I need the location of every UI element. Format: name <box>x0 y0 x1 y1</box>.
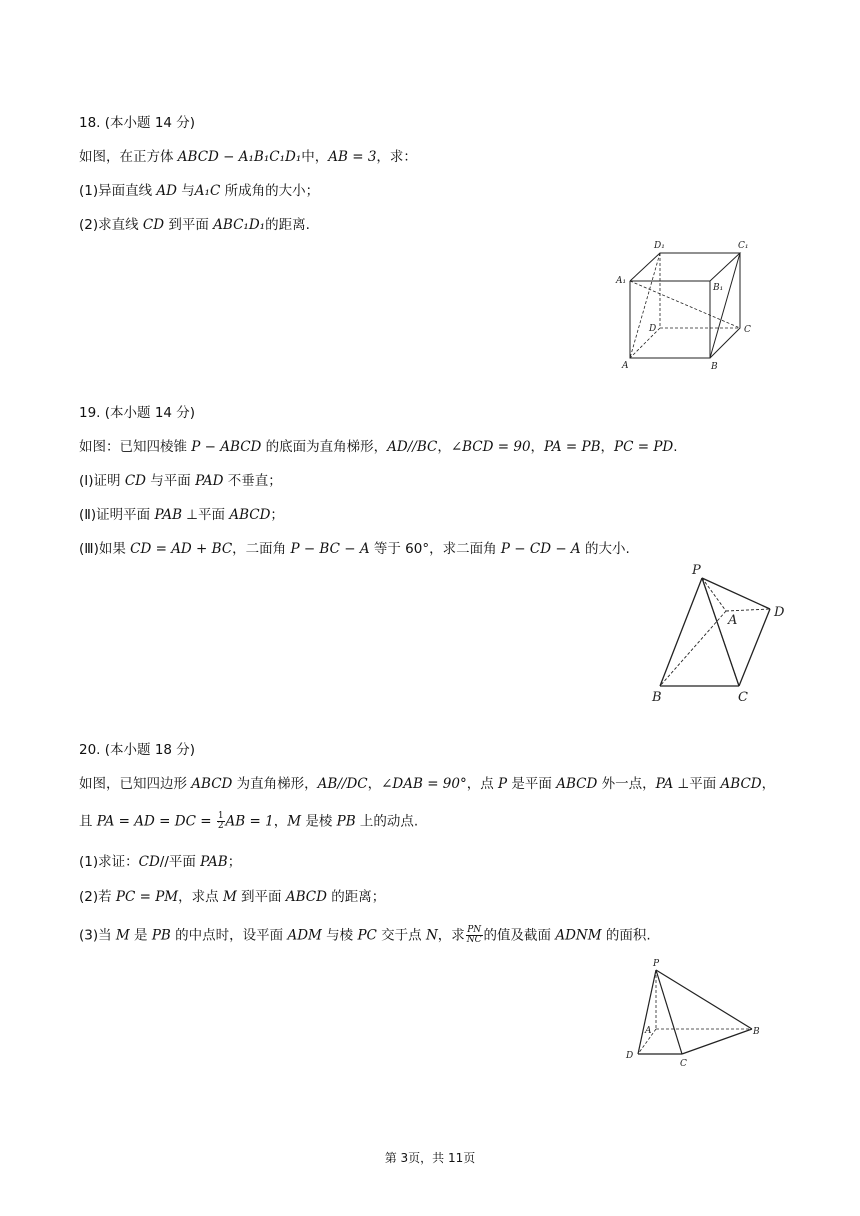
label-P: P <box>653 959 660 969</box>
q20-part3: (3)当 M 是 PB 的中点时，设平面 ADM 与棱 PC 交于点 N，求 $\frac{PN}{NC}$ 的值及截面 ADNM 的面积. <box>79 925 651 945</box>
q19-header: 19. (本小题 14 分) <box>79 405 196 421</box>
label-B: B <box>652 690 662 705</box>
q19-stem: 如图：已知四棱锥 P − ABCD 的底面为直角梯形，AD//BC，∠BCD = 90，PA = PB，PC = PD. <box>79 439 678 455</box>
label-P: P <box>692 563 701 578</box>
label-A1: A₁ <box>616 276 627 286</box>
label-D: D <box>626 1051 634 1061</box>
label-C: C <box>738 690 748 705</box>
q20-stem-line2: 且 PA = AD = DC = $\frac{1}{2}$ AB = 1，M 是棱 PB 上的动点. <box>79 811 419 831</box>
q20-stem: 如图，已知四边形 ABCD 为直角梯形，AB//DC，∠DAB = 90°，点 P 是平面 ABCD 外一点，PA ⊥平面 ABCD， <box>79 776 776 792</box>
q19-part1: (Ⅰ)证明 CD 与平面 PAD 不垂直； <box>79 473 282 489</box>
q18-stem: 如图，在正方体 ABCD − A₁B₁C₁D₁中，AB = 3，求： <box>79 149 417 165</box>
label-D: D <box>649 324 657 334</box>
label-B: B <box>753 1027 760 1037</box>
q19-part2: (Ⅱ)证明平面 PAB ⊥平面 ABCD； <box>79 507 284 523</box>
label-A: A <box>622 361 629 371</box>
fraction-pn-nc: $\frac{PN}{NC}$ <box>466 925 482 945</box>
label-D1: D₁ <box>654 241 665 251</box>
q20-header: 20. (本小题 18 分) <box>79 742 196 758</box>
page-footer: 第 3页，共 11页 <box>384 1151 476 1165</box>
label-C1: C₁ <box>738 241 749 251</box>
label-A: A <box>728 613 738 628</box>
label-D: D <box>774 605 785 620</box>
q20-part1: (1)求证：CD//平面 PAB； <box>79 854 242 870</box>
label-A: A <box>645 1026 652 1036</box>
q20-part2: (2)若 PC = PM，求点 M 到平面 ABCD 的距离； <box>79 889 386 905</box>
q18-header: 18. (本小题 14 分) <box>79 115 196 131</box>
label-B: B <box>711 362 718 372</box>
q18-part2: (2)求直线 CD 到平面 ABC₁D₁的距离. <box>79 217 310 233</box>
q18-part1: (1)异面直线 AD 与A₁C 所成角的大小； <box>79 183 320 199</box>
label-C: C <box>744 325 751 335</box>
q19-pyramid-figure <box>642 558 802 708</box>
fraction-one-half: $\frac{1}{2}$ <box>217 811 224 831</box>
label-C: C <box>680 1059 687 1069</box>
q18-cube-figure <box>610 236 760 376</box>
q20-pyramid-figure <box>620 954 770 1074</box>
q19-part3: (Ⅲ)如果 CD = AD + BC，二面角 P − BC − A 等于 60°，求二面角 P − CD − A 的大小. <box>79 541 630 557</box>
label-B1: B₁ <box>713 283 724 293</box>
